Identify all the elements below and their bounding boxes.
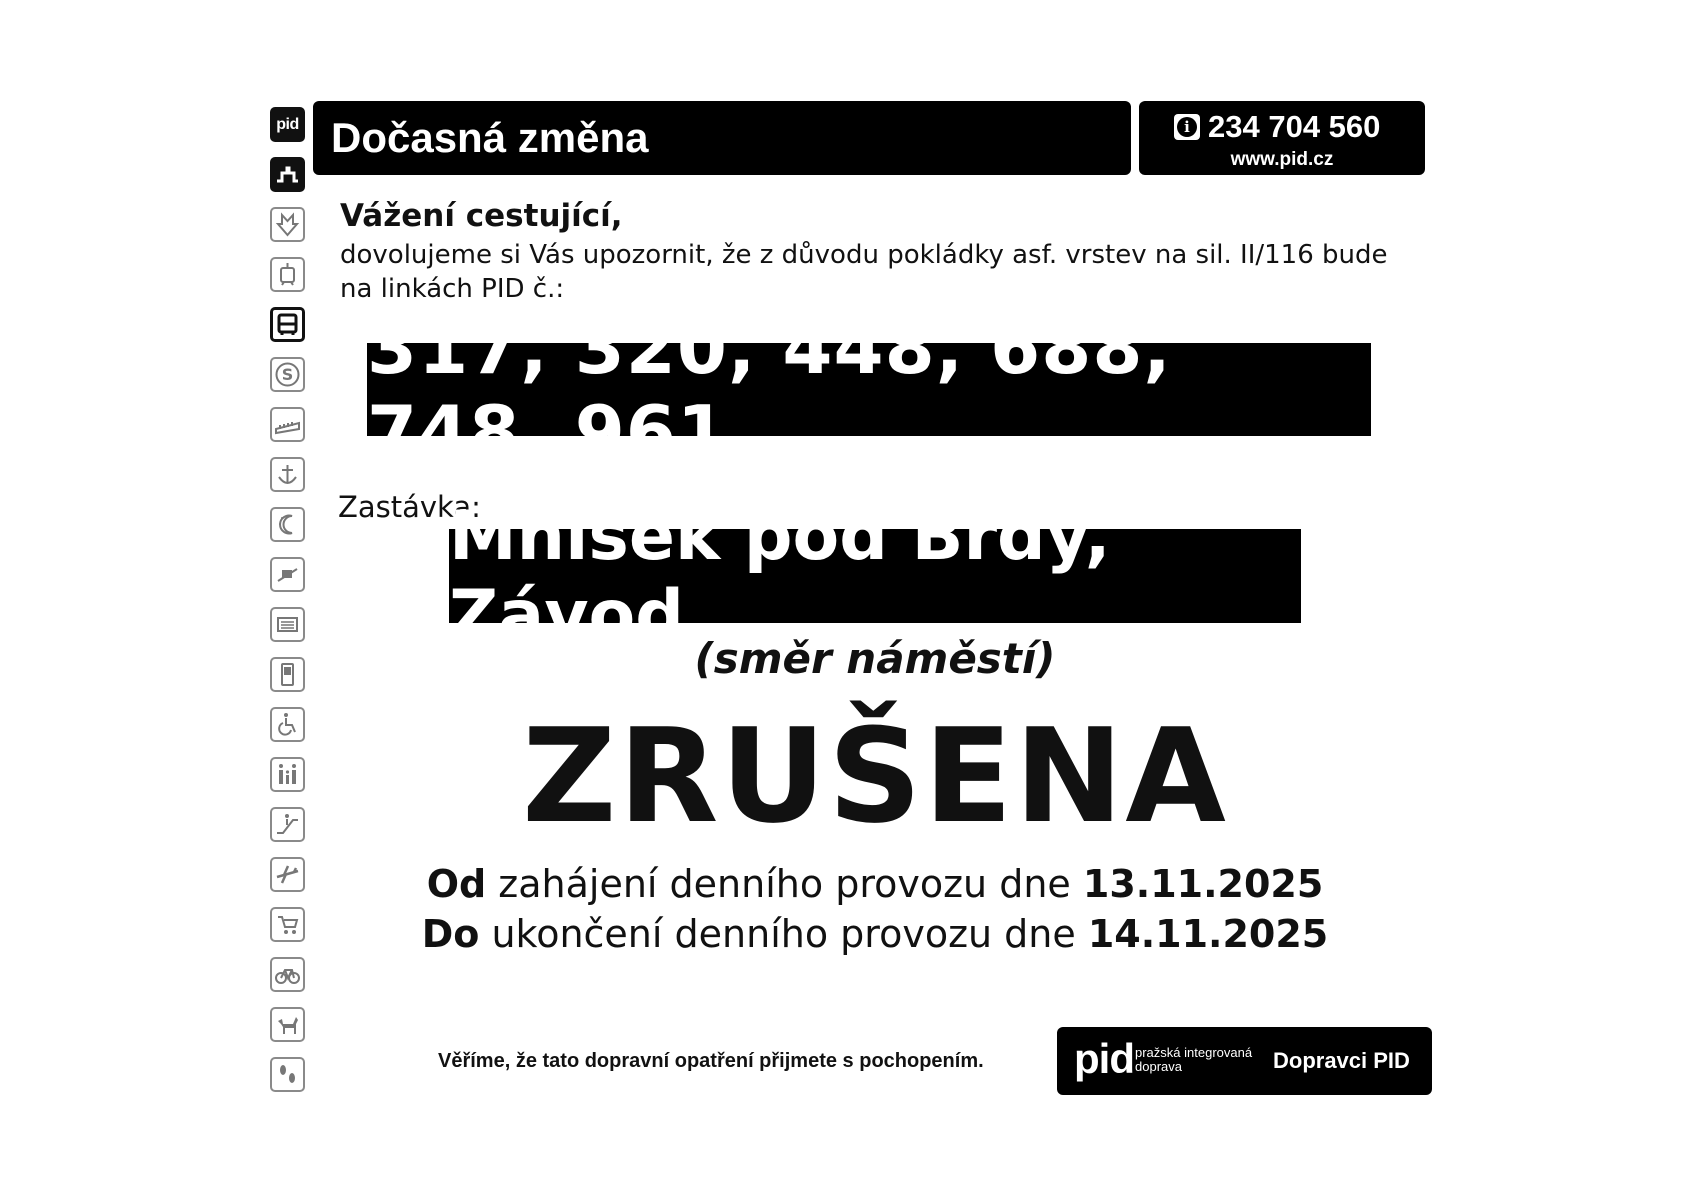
bus-icon <box>270 307 305 342</box>
pid-logo-icon <box>270 107 305 142</box>
from-date: 13.11.2025 <box>1082 862 1324 906</box>
ticket-machine-icon <box>270 607 305 642</box>
info-website: www.pid.cz <box>1230 149 1334 170</box>
footsteps-icon <box>270 1057 305 1092</box>
footer-org-line2: doprava <box>1135 1059 1182 1074</box>
closing-text: Věříme, že tato dopravní opatření přijmete s pochopením. <box>438 1050 984 1072</box>
bicycle-icon <box>270 957 305 992</box>
footer-carriers: Dopravci PID <box>1273 1048 1410 1073</box>
footer-pid-logo: pid <box>1074 1035 1134 1082</box>
info-box <box>1139 101 1425 175</box>
ferry-icon <box>270 457 305 492</box>
metro-icon <box>270 207 305 242</box>
night-icon <box>270 507 305 542</box>
to-word: Do <box>421 912 480 956</box>
intro-text: dovolujeme si Vás upozornit, že z důvodu pokládky asf. vrstev na sil. II/116 bude na linkách PID č.: <box>340 240 1388 304</box>
to-text: ukončení denního provozu dne <box>479 912 1088 956</box>
date-to <box>300 912 1450 956</box>
svg-text:S: S <box>281 365 294 384</box>
info-phone-row <box>1174 109 1424 145</box>
s-train-icon <box>270 357 305 392</box>
stop-direction: (směr náměstí) <box>694 634 1056 683</box>
mobile-ticket-icon <box>270 657 305 692</box>
notice-title: Dočasná změna <box>313 101 1131 175</box>
from-text: zahájení denního provozu dne <box>486 862 1083 906</box>
dog-icon <box>270 1007 305 1042</box>
footer-box <box>1057 1027 1432 1095</box>
tram-icon <box>270 157 305 192</box>
info-icon-letter: i <box>1177 117 1197 137</box>
footer-org-line1: pražská integrovaná <box>1135 1045 1253 1060</box>
affected-lines: 317, 320, 448, 688, 748, 961 <box>367 343 1371 436</box>
funicular-icon <box>270 557 305 592</box>
status-cancelled: ZRUŠENA <box>522 700 1228 852</box>
greeting: Vážení cestující, <box>340 198 623 234</box>
stop-label: Zastávka: <box>338 490 481 524</box>
footer-org-name <box>1135 1046 1255 1074</box>
tram-line-icon <box>270 257 305 292</box>
info-icon <box>1174 114 1200 140</box>
info-phone: 234 704 560 <box>1208 109 1381 144</box>
train-icon <box>270 407 305 442</box>
stop-name: Mníšek pod Brdy, Závod <box>449 529 1301 623</box>
from-word: Od <box>426 862 487 906</box>
to-date: 14.11.2025 <box>1087 912 1329 956</box>
date-from <box>300 862 1450 906</box>
pid-logo-text: pid <box>276 115 299 133</box>
